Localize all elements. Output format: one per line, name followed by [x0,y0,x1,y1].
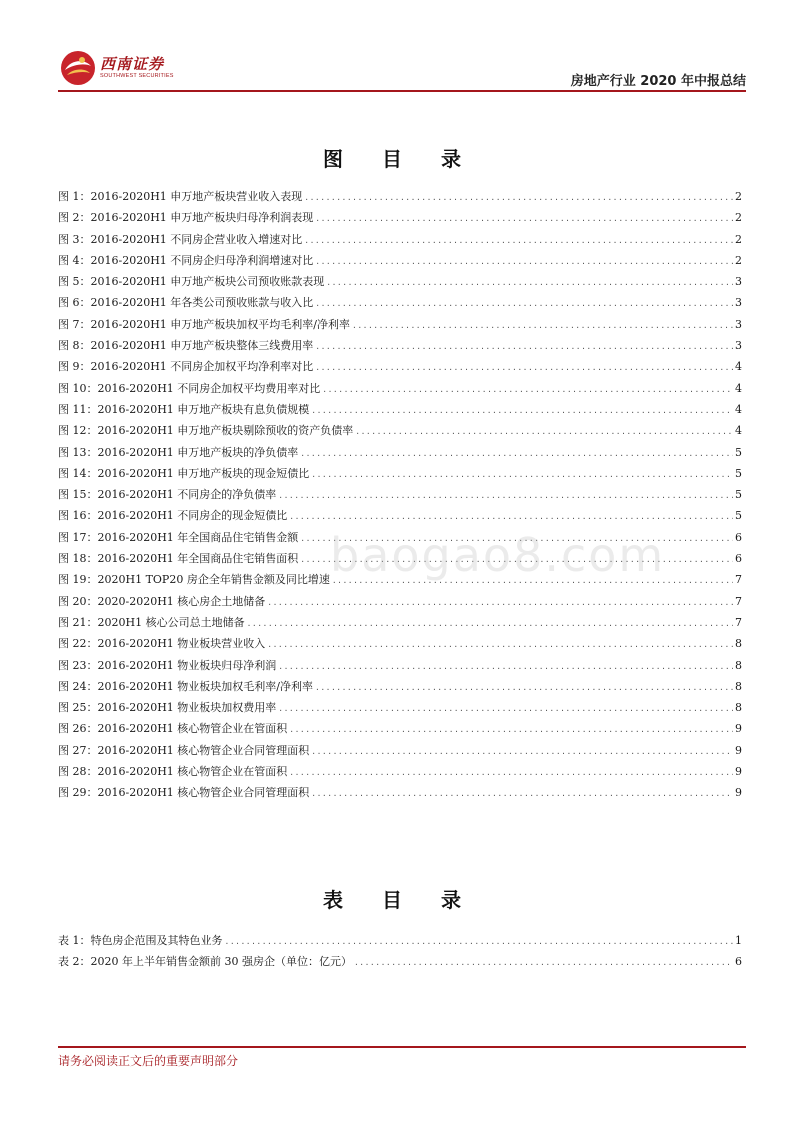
toc-dot-leader [278,485,733,506]
toc-entry[interactable] [58,740,742,761]
toc-dot-leader [311,464,733,485]
toc-entry-label: 图 15：2016-2020H1 不同房企的净负债率 [58,488,277,502]
toc-entry[interactable] [58,591,742,612]
toc-entry-page-number: 3 [735,339,742,353]
toc-entry-label: 图 21：2020H1 核心公司总土地储备 [58,615,245,629]
toc-entry[interactable] [58,505,742,526]
toc-entry[interactable] [58,207,742,228]
toc-entry-page-number: 9 [735,786,742,800]
toc-entry-label: 图 12：2016-2020H1 申万地产板块剔除预收的资产负债率 [58,424,354,438]
tables-toc-list [58,930,742,973]
toc-dot-leader [289,762,733,783]
toc-entry-label: 图 7：2016-2020H1 申万地产板块加权平均毛利率/净利率 [58,317,350,331]
toc-entry-label: 图 8：2016-2020H1 申万地产板块整体三线费用率 [58,339,314,353]
toc-entry-page-number: 3 [735,275,742,289]
toc-entry-page-number: 5 [735,488,742,502]
toc-entry[interactable] [58,250,742,271]
toc-entry[interactable] [58,782,742,803]
footer-divider [58,1046,746,1048]
toc-entry-page-number: 3 [735,317,742,331]
toc-entry-label: 图 18：2016-2020H1 年全国商品住宅销售面积 [58,552,299,566]
toc-entry-label: 图 29：2016-2020H1 核心物管企业合同管理面积 [58,786,310,800]
toc-dot-leader [311,741,733,762]
header-divider [58,90,746,92]
toc-dot-leader [315,336,733,357]
toc-entry-label: 图 2：2016-2020H1 申万地产板块归母净利润表现 [58,211,314,225]
toc-entry-label: 图 5：2016-2020H1 申万地产板块公司预收账款表现 [58,275,325,289]
toc-dot-leader [315,677,733,698]
toc-dot-leader [326,272,733,293]
toc-entry-label: 图 23：2016-2020H1 物业板块归母净利润 [58,658,277,672]
toc-entry-label: 表 2：2020 年上半年销售金额前 30 强房企（单位：亿元） [58,955,352,969]
toc-dot-leader [315,293,733,314]
toc-entry-label: 图 16：2016-2020H1 不同房企的现金短债比 [58,509,288,523]
logo-emblem-icon [58,48,98,88]
toc-entry[interactable] [58,951,742,972]
toc-entry[interactable] [58,718,742,739]
toc-entry-page-number: 6 [735,552,742,566]
toc-entry-label: 图 19：2020H1 TOP20 房企全年销售金额及同比增速 [58,573,330,587]
toc-entry[interactable] [58,655,742,676]
toc-entry-label: 图 3：2016-2020H1 不同房企营业收入增速对比 [58,232,303,246]
toc-entry-page-number: 7 [735,615,742,629]
toc-entry-label: 图 10：2016-2020H1 不同房企加权平均费用率对比 [58,381,321,395]
toc-dot-leader [311,400,733,421]
toc-entry-label: 图 20：2020-2020H1 核心房企土地储备 [58,594,266,608]
toc-entry-page-number: 8 [735,637,742,651]
toc-dot-leader [352,315,733,336]
toc-entry[interactable] [58,420,742,441]
toc-entry[interactable] [58,697,742,718]
toc-dot-leader [225,931,734,952]
watermark: baogao8.com [330,528,666,582]
toc-dot-leader [278,656,733,677]
figures-toc-list [58,186,742,804]
toc-entry[interactable] [58,271,742,292]
toc-dot-leader [315,357,733,378]
footer-disclaimer-note: 请务必阅读正文后的重要声明部分 [58,1054,239,1068]
toc-entry-page-number: 8 [735,658,742,672]
toc-entry[interactable] [58,612,742,633]
toc-dot-leader [289,719,733,740]
toc-entry[interactable] [58,463,742,484]
toc-dot-leader [267,592,733,613]
toc-entry-label: 图 26：2016-2020H1 核心物管企业在管面积 [58,722,288,736]
tables-toc-title: 表 目 录 [323,888,477,912]
toc-entry-label: 图 4：2016-2020H1 不同房企归母净利润增速对比 [58,253,314,267]
toc-entry-page-number: 9 [735,722,742,736]
toc-dot-leader [267,634,733,655]
toc-entry[interactable] [58,314,742,335]
toc-entry-page-number: 2 [735,253,742,267]
toc-entry[interactable] [58,676,742,697]
toc-entry-label: 图 28：2016-2020H1 核心物管企业在管面积 [58,765,288,779]
toc-dot-leader [355,421,733,442]
toc-dot-leader [300,443,733,464]
toc-entry[interactable] [58,378,742,399]
toc-entry-page-number: 3 [735,296,742,310]
toc-entry[interactable] [58,633,742,654]
toc-entry[interactable] [58,229,742,250]
toc-entry-page-number: 6 [735,530,742,544]
toc-entry-page-number: 5 [735,509,742,523]
toc-entry-label: 图 11：2016-2020H1 申万地产板块有息负债规模 [58,402,310,416]
toc-dot-leader [315,251,733,272]
page-header [58,44,746,94]
toc-dot-leader [354,952,733,973]
toc-dot-leader [322,379,733,400]
toc-entry-label: 图 13：2016-2020H1 申万地产板块的净负债率 [58,445,299,459]
toc-entry-label: 图 9：2016-2020H1 不同房企加权平均净利率对比 [58,360,314,374]
toc-entry-page-number: 4 [735,402,742,416]
toc-entry-page-number: 1 [735,934,742,947]
toc-entry-page-number: 5 [735,466,742,480]
logo-english-name: SOUTHWEST SECURITIES [100,73,174,79]
toc-entry[interactable] [58,356,742,377]
toc-dot-leader [247,613,733,634]
toc-entry[interactable] [58,292,742,313]
toc-entry-label: 图 24：2016-2020H1 物业板块加权毛利率/净利率 [58,679,313,693]
figures-toc-title: 图 目 录 [323,147,477,171]
toc-entry-page-number: 8 [735,679,742,693]
toc-entry-page-number: 4 [735,360,742,374]
toc-entry-page-number: 2 [735,211,742,225]
toc-entry-page-number: 2 [735,190,742,203]
toc-entry-page-number: 9 [735,765,742,779]
company-logo [58,48,174,88]
toc-entry-label: 图 25：2016-2020H1 物业板块加权费用率 [58,701,277,715]
toc-dot-leader [304,230,733,251]
toc-dot-leader [289,506,733,527]
toc-entry[interactable] [58,186,742,207]
toc-dot-leader [278,698,733,719]
toc-entry-label: 图 14：2016-2020H1 申万地产板块的现金短债比 [58,466,310,480]
toc-entry[interactable] [58,484,742,505]
toc-entry-page-number: 9 [735,743,742,757]
toc-entry-label: 图 27：2016-2020H1 核心物管企业合同管理面积 [58,743,310,757]
toc-entry-page-number: 6 [735,955,742,969]
toc-entry-page-number: 8 [735,701,742,715]
toc-entry[interactable] [58,399,742,420]
toc-entry-label: 图 22：2016-2020H1 物业板块营业收入 [58,637,266,651]
toc-dot-leader [315,208,733,229]
toc-entry-page-number: 7 [735,573,742,587]
toc-entry-label: 图 1：2016-2020H1 申万地产板块营业收入表现 [58,190,303,203]
toc-entry-label: 表 1：特色房企范围及其特色业务 [58,934,223,947]
toc-entry-page-number: 5 [735,445,742,459]
toc-entry-label: 图 6：2016-2020H1 年各类公司预收账款与收入比 [58,296,314,310]
toc-dot-leader [311,783,733,804]
toc-entry[interactable] [58,335,742,356]
toc-entry[interactable] [58,761,742,782]
logo-chinese-name: 西南证券 [100,55,165,73]
toc-entry-label: 图 17：2016-2020H1 年全国商品住宅销售金额 [58,530,299,544]
toc-dot-leader [304,187,733,208]
toc-entry-page-number: 7 [735,594,742,608]
toc-entry[interactable] [58,930,742,951]
toc-entry-page-number: 4 [735,424,742,438]
toc-entry[interactable] [58,442,742,463]
report-title: 房地产行业 2020 年中报总结 [570,74,746,89]
toc-entry-page-number: 2 [735,232,742,246]
toc-entry-page-number: 4 [735,381,742,395]
